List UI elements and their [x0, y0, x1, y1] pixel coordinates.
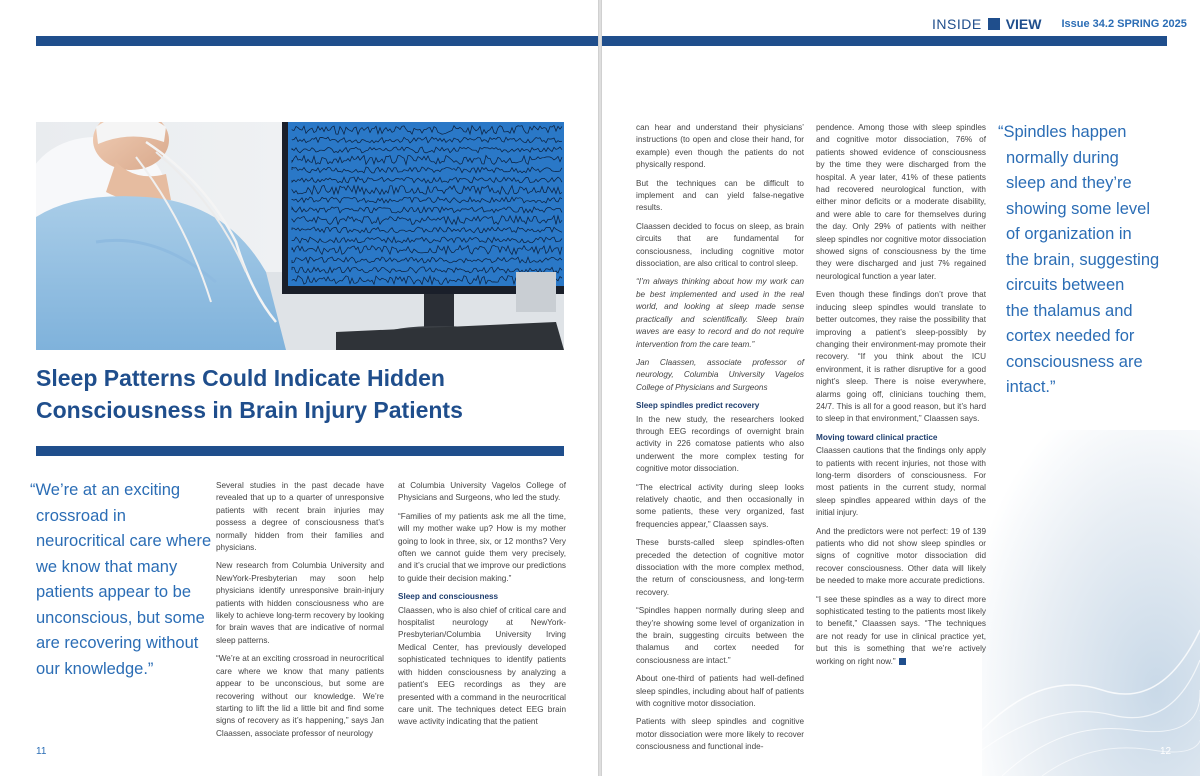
headline-line-1: Sleep Patterns Could Indicate Hidden [36, 365, 445, 391]
pull-quote-line: the brain, suggesting [1006, 250, 1160, 269]
pull-quote-line: our knowledge.” [36, 659, 154, 678]
paragraph: “Families of my patients ask me all the time, will my mother wake up? How is my mother going to look in three, six, or 12 months? Very often we cannot guide them very precisely, and it’s crucial that we improve our predictions to guide their decision making.” [398, 511, 566, 583]
subheading-sleep-spindles: Sleep spindles predict recovery [636, 401, 760, 411]
paragraph: These bursts-called sleep spindles-often preceded the detection of cognitive motor dissociation with the more complex method, the return of consciousness, and long-term recovery. [636, 538, 804, 597]
pull-quote-line: unconscious, but some [36, 608, 205, 627]
masthead-square-icon [988, 18, 1000, 30]
pull-quote-line: we know that many [36, 557, 178, 576]
pull-quote-line: neurocritical care where [36, 532, 212, 550]
body-column-1 [216, 480, 384, 746]
masthead-view: VIEW [1005, 16, 1042, 32]
page-number-left: 11 [36, 746, 47, 757]
body-column-4 [816, 122, 986, 674]
pull-quote-line: are recovering without [36, 634, 199, 652]
paragraph: Claassen, who is also chief of critical care and hospitalist neurology at NewYork-Presbyterian/Columbia University Irving Medical Center, has previously developed sophisticated techniques to identify patients with hidden consciousness by analyzing a patient’s EEG recordings as they are presented with a command in the neurocritical care unit. The techniques detect EEG brain wave activity indicating that the patient [398, 605, 566, 727]
paragraph: But the techniques can be difficult to implement and can yield false-negative results. [636, 178, 804, 213]
paragraph: at Columbia University Vagelos College of Physicians and Surgeons, who led the study. [398, 481, 566, 503]
article-headline [36, 362, 566, 426]
closing-paragraph-text: “I see these spindles as a way to direct more sophisticated testing to the patients most likely to benefit,” Claassen says. “The techniques are not ready for use in clinical practice yet, but this is something that we’re actively working on right now.” [816, 594, 986, 666]
paragraph: Claassen cautions that the findings only apply to patients with recent injuries, not those with long-term disorders of consciousness. For most patients in the current study, normal sleep spindles appeared within days of the initial injury. [816, 446, 986, 518]
paragraph: In the new study, the researchers looked through EEG recordings of overnight brain activity in 226 comatose patients who also underwent the more complex testing for cognitive motor dissociation. [636, 414, 804, 474]
top-rule [602, 36, 1167, 46]
paragraph: Patients with sleep spindles and cognitive motor dissociation were more likely to recover consciousness and functional inde- [636, 717, 804, 752]
pull-quote-line: “We’re at an exciting [30, 481, 181, 499]
end-mark-icon [899, 658, 906, 665]
quote-attribution: Jan Claassen, associate professor of neurology, Columbia University Vagelos College of Physicians and Surgeons [636, 357, 804, 392]
paragraph: can hear and understand their physicians’ instructions (to open and close their hand, for example) even though the patients do not physically respond. [636, 123, 804, 170]
pull-quote-line: crossroad in [36, 506, 126, 525]
pull-quote-line: intact.” [1006, 378, 1056, 396]
body-column-2 [398, 480, 566, 735]
page-number-right: 12 [1160, 746, 1172, 757]
pull-quote-line: normally during [1006, 148, 1119, 167]
pull-quote-line: cortex needed for [1006, 327, 1135, 345]
body-column-3 [636, 122, 804, 760]
subheading-moving-toward-practice: Moving toward clinical practice [816, 432, 938, 442]
page-left [0, 0, 598, 776]
decorative-wave-background [982, 430, 1200, 776]
paragraph: About one-third of patients had well-defined sleep spindles, including about half of patients with cognitive motor dissociation. [636, 674, 804, 709]
paragraph: “The electrical activity during sleep looks relatively chaotic, and then occasionally in some patients, these very organized, fast frequencies appear,” Claassen says. [636, 482, 804, 529]
paragraph: New research from Columbia University and NewYork-Presbyterian may soon help physicians identify unresponsive brain-injury patients with hidden consciousness who are likely to achieve long-term recovery by looking for brain waves that are indicative of normal sleep patterns. [216, 561, 384, 645]
pull-quote-line: sleep and they’re [1006, 174, 1132, 192]
masthead-inside: INSIDE [932, 16, 982, 32]
pull-quote-line: consciousness are [1006, 352, 1143, 371]
issue-label: Issue 34.2 SPRING 2025 [1061, 18, 1187, 30]
pull-quote-line: of organization in [1006, 225, 1132, 243]
hero-illustration [36, 122, 564, 350]
top-rule [36, 36, 598, 46]
paragraph: “We’re at an exciting crossroad in neurocritical care where we know that many patients appear to be unconscious, but some are recovering without our knowledge. We’re starting to lift the lid a little bit and find some signs of recovery as it’s happening,” says Jan Claassen, associate professor of neurology [216, 654, 384, 738]
paragraph: Claassen decided to focus on sleep, as brain circuits that are fundamental for consciousness, including cognitive motor dissociation, are also critical to control sleep. [636, 221, 804, 269]
paragraph: “Spindles happen normally during sleep and they’re showing some level of organization in the brain, suggesting circuits between the thalamus and cortex needed for consciousness are intact.” [636, 606, 804, 665]
paragraph: Several studies in the past decade have revealed that up to a quarter of unresponsive patients with recent brain injuries may possess a degree of consciousness that’s normally hidden from their families and physicians. [216, 481, 384, 553]
hero-photo-eeg-patient [36, 122, 564, 350]
pull-quote-line: circuits between [1006, 276, 1125, 294]
paragraph: pendence. Among those with sleep spindles and cognitive motor dissociation, 76% of patients showed evidence of consciousness by the time they were discharged from the hospital. A year later, 41% of these patients had recovered neurological function, with either minor deficits or a moderate disability, and were able to care for themselves during the day. Only 29% of patients with neither sleep spindles nor cognitive motor dissociation showed signs of consciousness by the time they were discharged and just 7% regained neurological function a year later. [816, 123, 986, 281]
subheading-sleep-and-consciousness: Sleep and consciousness [398, 592, 499, 602]
headline-rule [36, 446, 564, 456]
paragraph: And the predictors were not perfect: 19 of 139 patients who did not show sleep spindles or signs of cognitive motor dissociation did recover consciousness. Other data will likely be needed to make more accurate predictions. [816, 526, 986, 586]
pull-quote-line: the thalamus and [1006, 301, 1133, 320]
headline-line-2: Consciousness in Brain Injury Patients [36, 397, 463, 423]
paragraph: Even though these findings don’t prove that inducing sleep spindles would translate to better outcomes, they raise the possibility that improving a patient’s sleep-possibly by changing their environment-may promote their recovery. “If you think about the ICU environment, it is rather disruptive for a good night’s sleep. There is noise everywhere, alarms going off, clinicians touching them, 24/7. This is all for a good reason, but it’s hard to sleep in that environment,” Claassen says. [816, 290, 986, 424]
pull-quote-left [30, 478, 210, 682]
paragraph [816, 594, 986, 668]
inline-quote: “I’m always thinking about how my work can be best implemented and used in the real world, and looking at sleep made sense practically and scientifically. Sleep brain waves are easy to record and do not require intervention from the care team.” [636, 277, 804, 349]
pull-quote-right [998, 120, 1188, 401]
masthead [932, 16, 1187, 32]
page-right [602, 0, 1200, 776]
pull-quote-line: “Spindles happen [998, 123, 1127, 141]
pull-quote-line: patients appear to be [36, 583, 192, 601]
pull-quote-line: showing some level [1006, 199, 1150, 218]
